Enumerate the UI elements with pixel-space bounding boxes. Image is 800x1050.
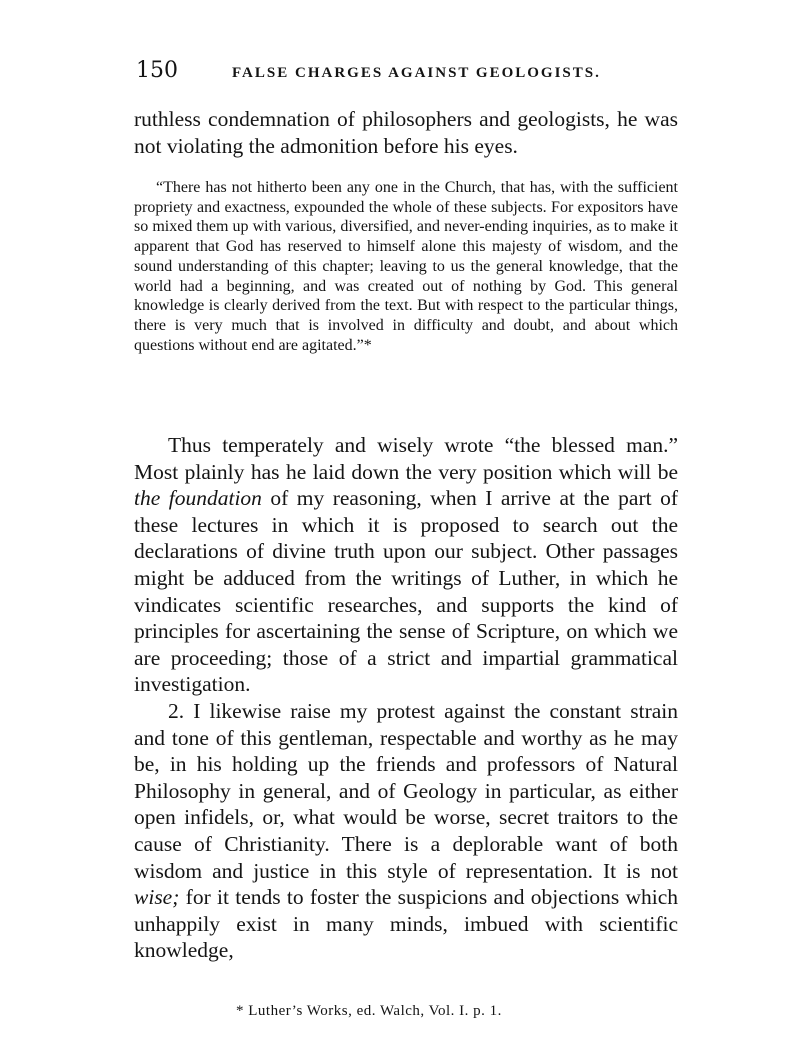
quote-text: “There has not hitherto been any one in the Church, that has, with the sufficient propriety and exactness, expounded the whole of these subjects. For expositors have so mixed them up with various, diversified, and never-ending inquiries, as to make it apparent that God has reserved to himself alone this majesty of wisdom, and the sound understanding of this chapter; leaving to us the general knowledge, that the world had a beginning, and was created out of nothing by God. This general knowledge is clearly derived from the text. But with respect to the particular things, there is very much that is involved in difficulty and doubt, and about which questions without end are agitated.”*: [134, 179, 678, 354]
paragraph-1-part-b: of my reasoning, when I arrive at the part of these lectures in which it is proposed to search out the declarations of divine truth upon our subject. Other passages might be adduced from the writings of Luther, in which he vindicates scientific researches, and supports the kind of principles for ascertaining the sense of Scripture, on which we are proceeding; those of a strict and impartial grammatical investigation.: [134, 486, 678, 697]
continuation-text: ruthless condemnation of philosophers and geologists, he was not violating the admonition before his eyes.: [134, 107, 678, 158]
paragraph-2-emphasis: wise;: [134, 885, 180, 910]
footnote: * Luther’s Works, ed. Walch, Vol. I. p. 1.: [236, 1003, 502, 1019]
paragraph-1-emphasis: the foundation: [134, 486, 262, 511]
running-head: FALSE CHARGES AGAINST GEOLOGISTS.: [232, 65, 601, 81]
page-number: 150: [136, 58, 178, 83]
paragraph-2-part-a: 2. I likewise raise my protest against the constant strain and tone of this gentleman, respectable and worthy as he may be, in his holding up the friends and professors of Natural Philosophy in general, and of Geology in particular, as either open infidels, or, what would be worse, secret traitors to the cause of Christianity. There is a deplorable want of both wisdom and justice in this style of representation. It is not: [134, 698, 678, 883]
main-text: [134, 432, 678, 964]
paragraph-2: [134, 698, 678, 964]
paragraph-2-part-b: for it tends to foster the suspicions and objections which unhappily exist in many minds, imbued with scientific knowledge,: [134, 885, 678, 963]
block-quote: [134, 178, 678, 355]
page-header: [136, 58, 676, 88]
continuation-paragraph: [134, 106, 678, 159]
paragraph-1: [134, 432, 678, 698]
paragraph-1-part-a: Thus temperately and wisely wrote “the blessed man.” Most plainly has he laid down the very position which will be: [134, 433, 678, 484]
